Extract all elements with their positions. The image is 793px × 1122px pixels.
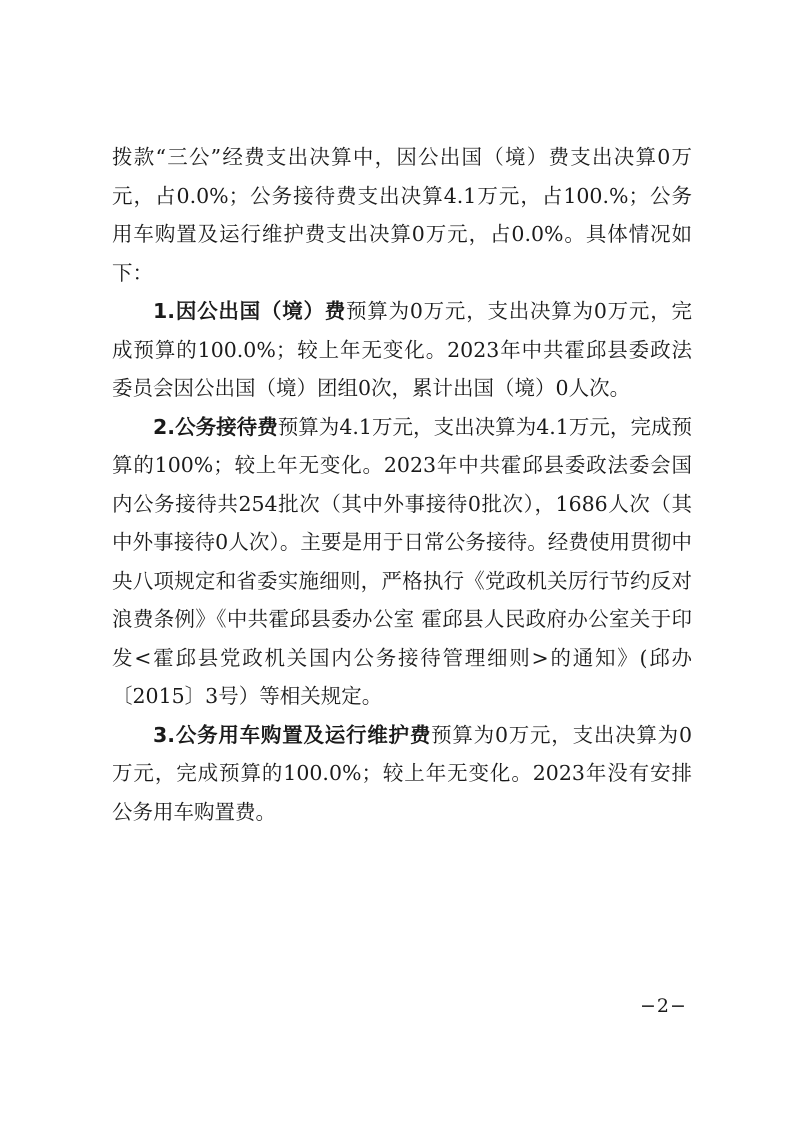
section-heading-1: 1.因公出国（境）费 bbox=[153, 299, 347, 323]
section-heading-2: 2.公务接待费 bbox=[153, 414, 278, 439]
section-body-1: 预算为0万元，支出决算为0万元，完成预算的100.0%；较上年无变化。2023年中共霍邱县委政法委员会因公出国（境）团组0次，累计出国（境）0人次。 bbox=[112, 299, 692, 400]
section-paragraph-3 bbox=[112, 716, 692, 832]
section-heading-3: 3.公务用车购置及运行维护费 bbox=[153, 722, 432, 747]
page-number: −2− bbox=[640, 995, 687, 1017]
intro-paragraph: 拨款“三公”经费支出决算中，因公出国（境）费支出决算0万元，占0.0%；公务接待费支出决算4.1万元，占100.%；公务用车购置及运行维护费支出决算0万元，占0.0%。具体情况如下： bbox=[112, 145, 692, 285]
section-paragraph-1 bbox=[112, 292, 692, 408]
section-body-3: 预算为0万元，支出决算为0万元，完成预算的100.0%；较上年无变化。2023年没有安排公务用车购置费。 bbox=[112, 722, 692, 824]
document-body bbox=[112, 138, 692, 831]
section-paragraph-2 bbox=[112, 408, 692, 716]
section-body-2: 预算为4.1万元，支出决算为4.1万元，完成预算的100%；较上年无变化。2023年中共霍邱县委政法委会国内公务接待共254批次（其中外事接待0批次），1686人次（其中外事接待0人次）。主要是用于日常公务接待。经费使用贯彻中央八项规定和省委实施细则，严格执行《党政机关厉行节约反对浪费条例》《中共霍邱县委办公室 霍邱县人民政府办公室关于印发<霍邱县党政机关国内公务接待管理细则>的通知》(邱办〔2015〕3号）等相关规定。 bbox=[112, 414, 693, 708]
